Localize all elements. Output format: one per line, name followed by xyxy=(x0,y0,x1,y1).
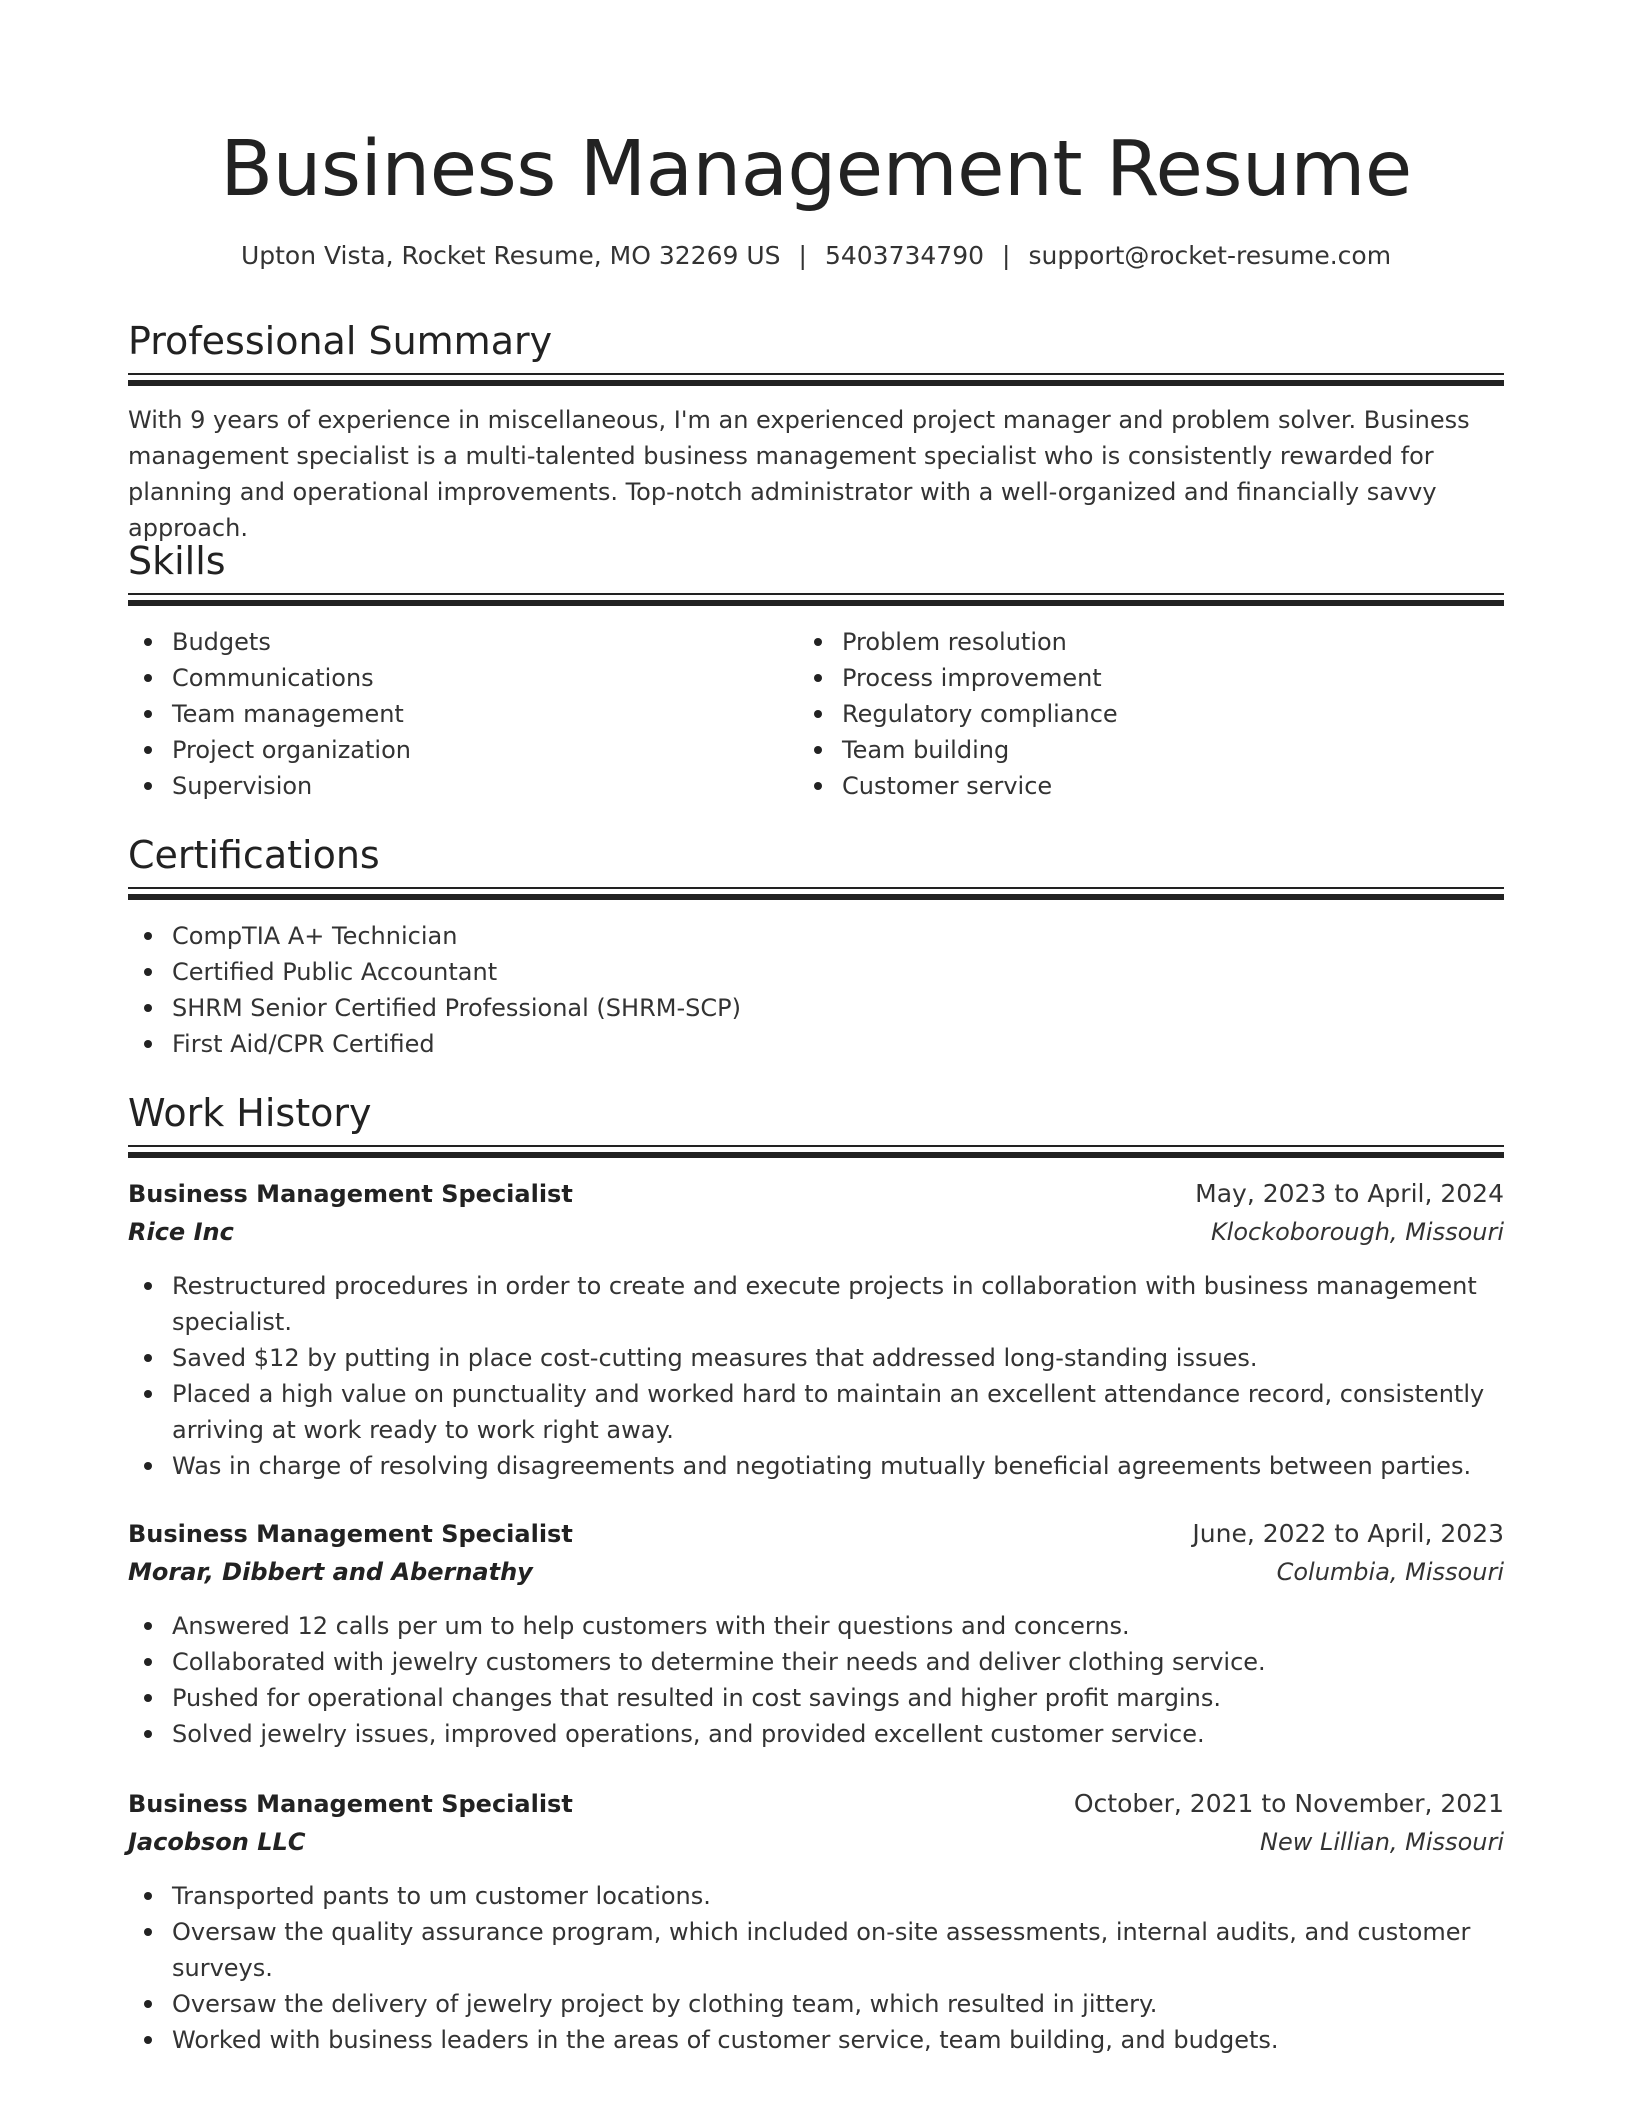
contact-line xyxy=(128,238,1504,274)
job-header xyxy=(128,1516,1504,1592)
job-duty: Pushed for operational changes that resulted in cost savings and higher profit margins. xyxy=(172,1680,1504,1716)
resume-title: Business Management Resume xyxy=(220,125,1412,214)
section-title-skills: Skills xyxy=(128,539,226,583)
section-title-summary: Professional Summary xyxy=(128,319,553,363)
job-dates: October, 2021 to November, 2021 xyxy=(1073,1789,1504,1818)
job-duty: Worked with business leaders in the areas of customer service, team building, and budgets. xyxy=(172,2022,1504,2058)
certification-item: CompTIA A+ Technician xyxy=(172,918,1504,954)
job-duty: Solved jewelry issues, improved operations, and provided excellent customer service. xyxy=(172,1716,1504,1752)
job-duty: Placed a high value on punctuality and worked hard to maintain an excellent attendance record, consistently arriving at work ready to work right away. xyxy=(172,1376,1504,1448)
job-duty: Collaborated with jewelry customers to determine their needs and deliver clothing service. xyxy=(172,1644,1504,1680)
skill-item: Supervision xyxy=(172,768,792,804)
job-duties-list xyxy=(128,1268,1504,1484)
section-rule xyxy=(128,593,1504,607)
section-title-work-history: Work History xyxy=(128,1091,372,1135)
section-rule xyxy=(128,887,1504,901)
skill-item: Team building xyxy=(842,732,1502,768)
skills-list-left xyxy=(128,624,792,804)
contact-separator: | xyxy=(798,241,807,270)
job-duty: Answered 12 calls per um to help customers with their questions and concerns. xyxy=(172,1608,1504,1644)
section-title-certifications: Certifications xyxy=(128,833,380,877)
job-duties-list xyxy=(128,1608,1504,1752)
skill-item: Process improvement xyxy=(842,660,1502,696)
contact-separator: | xyxy=(1002,241,1011,270)
certifications-list xyxy=(128,918,1504,1062)
skills-list-right xyxy=(798,624,1502,804)
job-dates: May, 2023 to April, 2024 xyxy=(1195,1179,1504,1208)
job-title: Business Management Specialist xyxy=(128,1180,573,1208)
skill-item: Customer service xyxy=(842,768,1502,804)
skill-item: Team management xyxy=(172,696,792,732)
job-duty: Saved $12 by putting in place cost-cutting measures that addressed long-standing issues. xyxy=(172,1340,1504,1376)
section-rule xyxy=(128,373,1504,387)
job-duty: Oversaw the delivery of jewelry project by clothing team, which resulted in jittery. xyxy=(172,1986,1504,2022)
certification-item: SHRM Senior Certified Professional (SHRM-SCP) xyxy=(172,990,1504,1026)
contact-address: Upton Vista, Rocket Resume, MO 32269 US xyxy=(240,241,781,270)
skill-item: Project organization xyxy=(172,732,792,768)
job-company: Rice Inc xyxy=(128,1218,234,1246)
summary-text: With 9 years of experience in miscellaneous, I'm an experienced project manager and problem solver. Business management specialist is a multi-talented business management specialist who is consistently rewarded for planning and operational improvements. Top-notch administrator with a well-organized and financially savvy approach. xyxy=(128,406,1470,542)
job-location: Klockoborough, Missouri xyxy=(1210,1218,1504,1246)
job-dates: June, 2022 to April, 2023 xyxy=(1192,1519,1504,1548)
certification-item: Certified Public Accountant xyxy=(172,954,1504,990)
job-company: Jacobson LLC xyxy=(128,1828,306,1856)
job-duty: Oversaw the quality assurance program, which included on-site assessments, internal audits, and customer surveys. xyxy=(172,1914,1504,1986)
skill-item: Communications xyxy=(172,660,792,696)
job-header xyxy=(128,1176,1504,1252)
skill-item: Problem resolution xyxy=(842,624,1502,660)
job-duties-list xyxy=(128,1878,1504,2058)
skill-item: Budgets xyxy=(172,624,792,660)
job-company: Morar, Dibbert and Abernathy xyxy=(128,1558,533,1586)
job-location: Columbia, Missouri xyxy=(1276,1558,1504,1586)
job-header xyxy=(128,1786,1504,1862)
job-duty: Transported pants to um customer locations. xyxy=(172,1878,1504,1914)
certification-item: First Aid/CPR Certified xyxy=(172,1026,1504,1062)
job-location: New Lillian, Missouri xyxy=(1259,1828,1504,1856)
job-duty: Restructured procedures in order to create and execute projects in collaboration with business management specialist. xyxy=(172,1268,1504,1340)
contact-email[interactable]: support@rocket-resume.com xyxy=(1028,241,1392,270)
contact-phone: 5403734790 xyxy=(824,241,985,270)
job-duty: Was in charge of resolving disagreements and negotiating mutually beneficial agreements between parties. xyxy=(172,1448,1504,1484)
job-title: Business Management Specialist xyxy=(128,1790,573,1818)
skill-item: Regulatory compliance xyxy=(842,696,1502,732)
section-rule xyxy=(128,1145,1504,1159)
job-title: Business Management Specialist xyxy=(128,1520,573,1548)
